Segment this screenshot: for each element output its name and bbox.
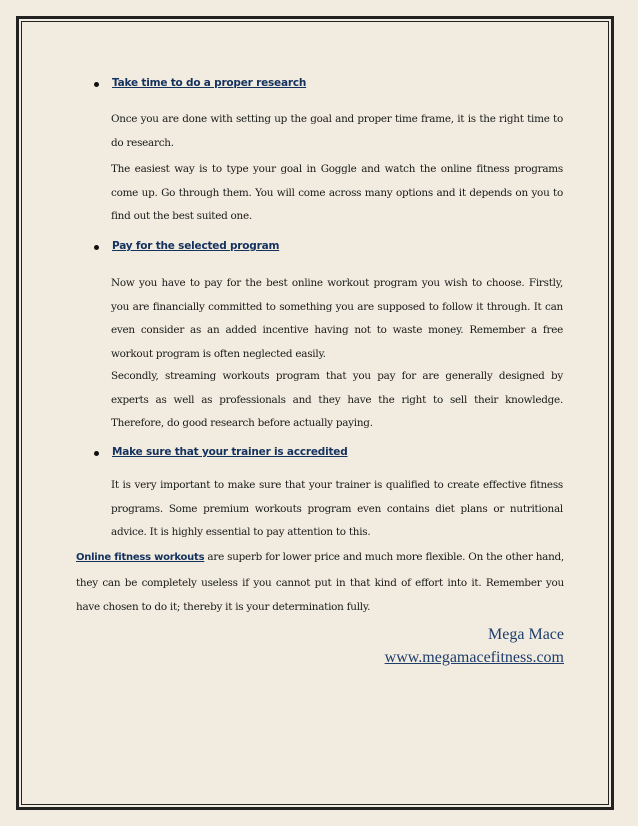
closing-paragraph xyxy=(76,545,564,620)
paragraph-research-2: The easiest way is to type your goal in Goggle and watch the online fitness programs come up. Go through them. You will come across many options and it depends on you to find out the best suited one. xyxy=(111,163,563,222)
online-fitness-workouts-link[interactable]: Online fitness workouts xyxy=(76,552,205,563)
heading-trainer: Make sure that your trainer is accredited xyxy=(112,446,348,458)
bullet-dot-icon xyxy=(94,245,99,250)
heading-research: Take time to do a proper research xyxy=(112,77,307,89)
paragraph-trainer-1: It is very important to make sure that your trainer is qualified to create effective fitness programs. Some premium workouts program even contains diet plans or nutritional advice. It is highly essential to pay attention to this. xyxy=(111,479,563,538)
paragraph-pay-1: Now you have to pay for the best online workout program you wish to choose. Firstly, you are financially committed to something you are supposed to follow it through. It can even consider as an added incentive having not to waste money. Remember a free workout program is often neglected easily. xyxy=(111,277,563,360)
paragraph-research-1: Once you are done with setting up the goal and proper time frame, it is the right time to do research. xyxy=(111,113,563,149)
heading-pay: Pay for the selected program xyxy=(112,240,280,252)
website-link[interactable]: www.megamacefitness.com xyxy=(384,649,564,666)
closing-text: are superb for lower price and much more flexible. On the other hand, they can be completely useless if you cannot put in that kind of effort into it. Remember you have chosen to do it; thereby it is your determination fully. xyxy=(76,551,564,613)
bullet-dot-icon xyxy=(94,82,99,87)
signature-name: Mega Mace xyxy=(488,626,564,643)
paragraph-pay-2: Secondly, streaming workouts program that you pay for are generally designed by experts as well as professionals and they have the right to sell their knowledge. Therefore, do good research before actually paying. xyxy=(111,370,563,429)
bullet-dot-icon xyxy=(94,451,99,456)
